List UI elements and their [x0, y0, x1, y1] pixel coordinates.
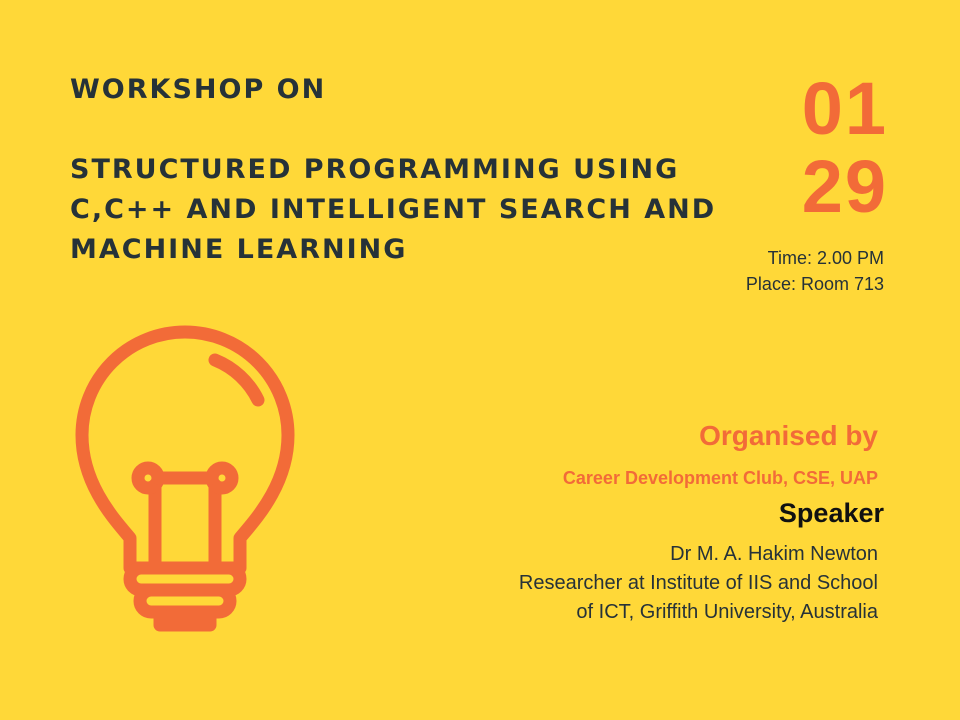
- organiser-label: Organised by: [699, 420, 878, 451]
- workshop-kicker: WORKSHOP ON: [70, 74, 327, 105]
- workshop-title: [70, 150, 750, 270]
- title-line-1: STRUCTURED PROGRAMMING USING: [70, 154, 680, 185]
- organiser-name: Career Development Club, CSE, UAP: [562, 468, 878, 488]
- speaker-affiliation-line-2: of ICT, Griffith University, Australia: [576, 601, 878, 623]
- speaker-name: Dr M. A. Hakim Newton: [670, 543, 878, 565]
- event-time: Time: 2.00 PM: [767, 248, 884, 268]
- event-place: Place: Room 713: [745, 274, 884, 294]
- date-day: 29: [801, 145, 888, 228]
- title-line-3: MACHINE LEARNING: [70, 234, 408, 265]
- speaker-label: Speaker: [778, 498, 884, 528]
- date-month: 01: [801, 67, 888, 150]
- title-line-2: C,C++ AND INTELLIGENT SEARCH AND: [70, 194, 717, 225]
- speaker-affiliation-line-1: Researcher at Institute of IIS and School: [518, 572, 878, 594]
- lightbulb-icon: [60, 320, 310, 650]
